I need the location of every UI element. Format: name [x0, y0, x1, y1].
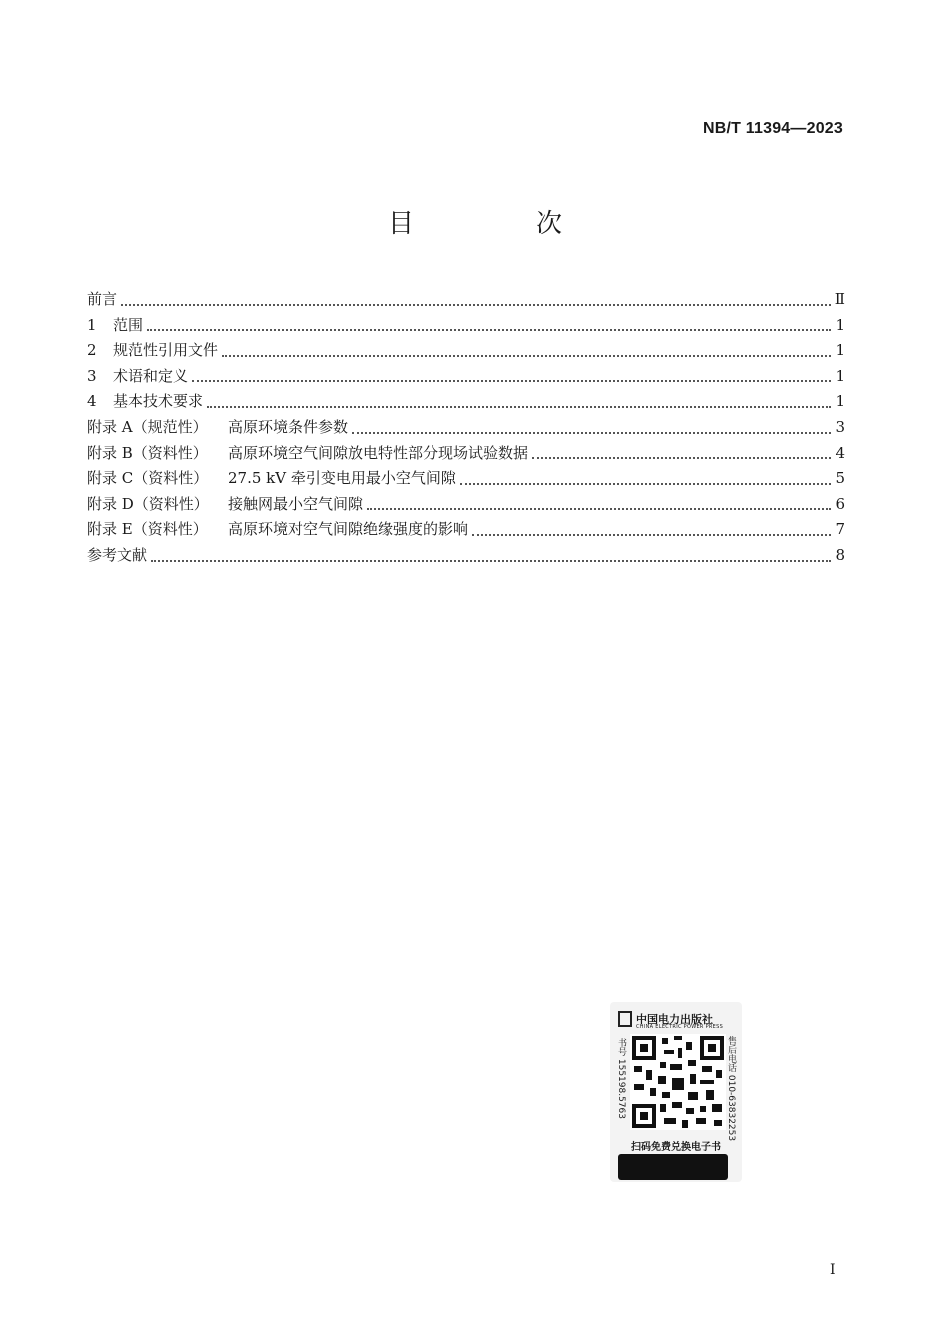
toc-dot-leader: [192, 379, 831, 382]
toc-entry[interactable]: [87, 441, 845, 467]
toc-entry-label: [87, 543, 147, 569]
toc-entry-page: 8: [835, 545, 845, 564]
toc-dot-leader: [532, 456, 831, 459]
toc-entry-title: 高原环境空气间隙放电特性部分现场试验数据: [228, 443, 529, 462]
toc-dot-leader: [352, 431, 831, 434]
toc-entry-title: 规范性引用文件: [113, 341, 219, 360]
toc-entry-label: [87, 466, 456, 492]
toc-entry-number: 3: [87, 366, 97, 385]
toc-dot-leader: [472, 533, 831, 536]
toc-entry-annex-prefix: 附录 E（资料性）: [87, 520, 208, 539]
toc-entry-label: [87, 415, 348, 441]
toc-entry-label: [87, 441, 528, 467]
publisher-name-en: CHINA ELECTRIC POWER PRESS: [636, 1024, 724, 1030]
toc-entry-page: Ⅱ: [834, 290, 845, 308]
qr-sticker: [610, 1002, 742, 1182]
toc-entry[interactable]: [87, 415, 845, 441]
toc-entry-title: 高原环境条件参数: [228, 417, 349, 436]
toc-dot-leader: [222, 354, 831, 357]
toc-dot-leader: [151, 559, 831, 562]
scratch-code-area[interactable]: [618, 1154, 728, 1180]
table-of-contents: [87, 287, 845, 569]
toc-entry-page: 1: [835, 341, 845, 360]
toc-entry-title: 前言: [87, 290, 118, 308]
toc-entry-title: 接触网最小空气间隙: [228, 494, 364, 513]
toc-entry-number: 4: [87, 392, 97, 411]
toc-entry-label: [87, 389, 203, 415]
page-title: 目 次: [387, 209, 610, 239]
toc-entry-page: 7: [835, 520, 845, 539]
toc-entry-title: 27.5 kV 牵引变电用最小空气间隙: [228, 469, 456, 488]
toc-entry-title: 术语和定义: [113, 366, 189, 385]
toc-entry[interactable]: [87, 492, 845, 518]
toc-dot-leader: [207, 405, 831, 408]
toc-entry[interactable]: [87, 543, 845, 569]
toc-dot-leader: [367, 507, 831, 510]
redeem-ebook-label: 扫码免费兑换电子书: [631, 1142, 721, 1153]
toc-entry-title: 范围: [113, 315, 144, 334]
toc-entry-label: [87, 287, 117, 313]
toc-entry-page: 1: [835, 366, 845, 385]
toc-entry-page: 1: [835, 315, 845, 334]
toc-dot-leader: [121, 303, 831, 306]
toc-entry-annex-prefix: 附录 D（资料性）: [87, 494, 209, 513]
toc-entry-title: 基本技术要求: [113, 392, 204, 411]
toc-entry-label: [87, 338, 218, 364]
book-number: 书号 155198.5763: [616, 1038, 626, 1119]
toc-entry-label: [87, 364, 188, 390]
toc-entry-label: [87, 517, 468, 543]
toc-entry-annex-prefix: 附录 A（规范性）: [87, 417, 208, 436]
toc-entry[interactable]: [87, 338, 845, 364]
standard-code: NB/T 11394—2023: [703, 120, 843, 137]
toc-entry-title: 高原环境对空气间隙绝缘强度的影响: [228, 520, 469, 539]
toc-entry[interactable]: [87, 287, 845, 313]
toc-entry-annex-prefix: 附录 C（资料性）: [87, 469, 209, 488]
publisher-name: 中国电力出版社: [636, 1013, 713, 1026]
toc-entry[interactable]: [87, 389, 845, 415]
toc-entry-label: [87, 492, 363, 518]
toc-entry-number: 2: [87, 341, 97, 360]
toc-entry-number: 1: [87, 315, 97, 334]
toc-entry-title: 参考文献: [87, 545, 148, 564]
toc-entry[interactable]: [87, 517, 845, 543]
toc-entry-page: 3: [835, 417, 845, 436]
toc-entry-annex-prefix: 附录 B（资料性）: [87, 443, 208, 462]
toc-entry-page: 4: [835, 443, 845, 462]
toc-entry-label: [87, 313, 143, 339]
toc-dot-leader: [147, 328, 831, 331]
toc-entry-page: 1: [835, 392, 845, 411]
toc-entry-page: 5: [835, 469, 845, 488]
toc-entry-page: 6: [835, 494, 845, 513]
toc-entry[interactable]: [87, 364, 845, 390]
publisher-logo-icon: [618, 1011, 632, 1027]
service-hotline: 售后电话 010-63832253: [726, 1036, 736, 1142]
qr-code-icon[interactable]: [630, 1034, 726, 1130]
page-number: I: [830, 1262, 836, 1278]
toc-entry[interactable]: [87, 313, 845, 339]
toc-entry[interactable]: [87, 466, 845, 492]
toc-dot-leader: [460, 482, 831, 485]
